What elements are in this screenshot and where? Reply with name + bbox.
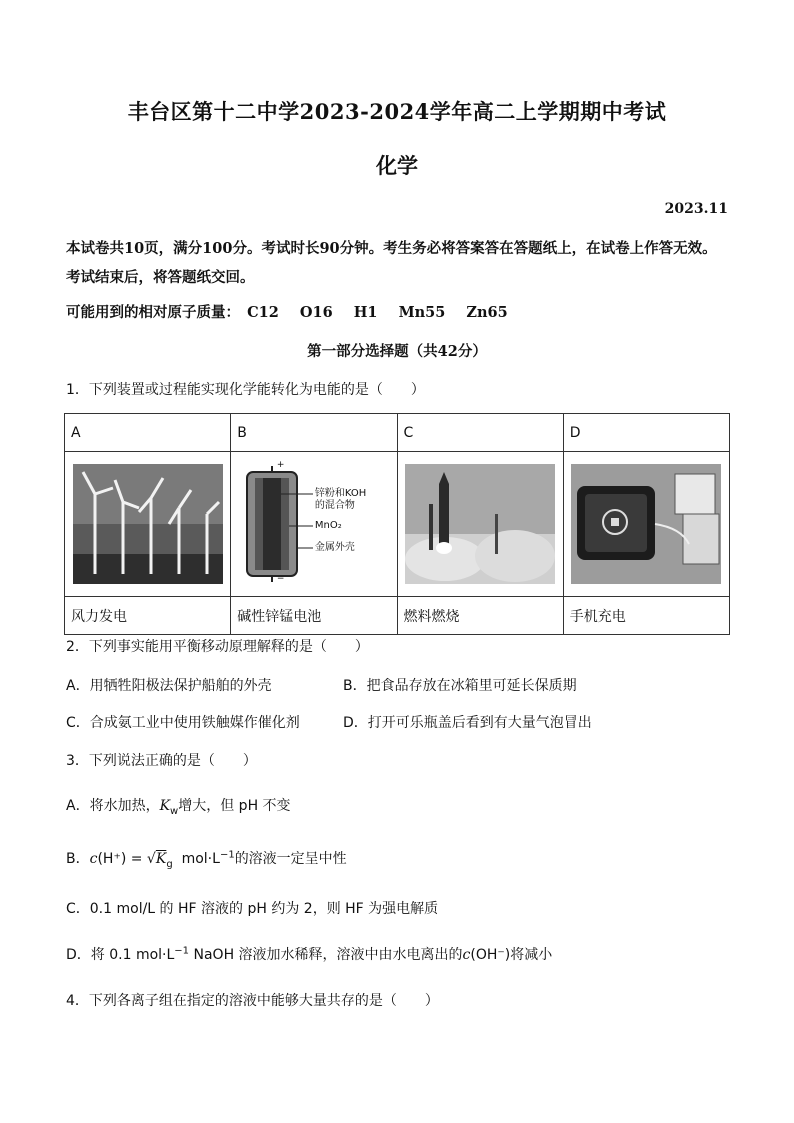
battery-minus-label: − [276,574,285,584]
k-symbol: K [155,851,167,867]
q1-stem: 1．下列装置或过程能实现化学能转化为电能的是（ ） [66,382,425,398]
wind-turbine-icon [73,464,223,584]
q3-option-c: C．0.1 mol/L 的 HF 溶液的 pH 约为 2，则 HF 为强电解质 [66,901,439,917]
q1-options-table [64,413,730,635]
concentration-symbol: c [462,947,471,963]
mass-item: H1 [353,304,378,321]
exam-notice: 本试卷共10页，满分100分。考试时长90分钟。考生务必将答案答在答题纸上，在试卷上作答无效。考试结束后，将答题纸交回。 [66,240,717,286]
q1-option-caption: 手机充电 [563,597,729,635]
k-subscript: g [166,858,173,870]
unit-superscript: −1 [174,945,190,957]
q1-option-letter: A [65,414,231,452]
mass-item: Mn55 [398,304,446,321]
q3-stem: 3．下列说法正确的是（ ） [66,753,257,769]
mass-item: Zn65 [466,304,508,321]
q4-stem: 4．下列各离子组在指定的溶液中能够大量共存的是（ ） [66,993,439,1009]
unit-text: mol·L [181,851,220,867]
exam-title: 丰台区第十二中学2023-2024学年高二上学期期中考试 [127,99,667,124]
q1-option-image-a [65,452,231,597]
q3-option-a-text-end: 增大，但 pH 不变 [178,798,291,814]
rocket-launch-icon [405,464,555,584]
mass-item: O16 [299,304,333,321]
q3-option-d-text-mid: NaOH 溶液加水稀释，溶液中由水电离出的 [189,947,463,963]
q3-option-b-text: B． [66,851,90,867]
battery-plus-label: + [276,460,285,470]
battery-label-mno2: MnO₂ [314,520,342,531]
battery-icon [239,460,389,584]
atomic-masses-label: 可能用到的相对原子质量： [66,304,240,321]
battery-label-zinc: 锌粉和KOH [314,488,367,499]
hydroxide-ion-expr: (OH⁻) [470,947,511,963]
exam-subject: 化学 [376,153,418,178]
q3-option-b [66,848,347,870]
exam-date: 2023.11 [664,201,728,217]
section-title: 第一部分选择题（共42分） [307,343,487,360]
q2-option-b: B．把食品存放在冰箱里可延长保质期 [343,678,577,694]
q1-option-caption: 燃料燃烧 [397,597,563,635]
q3-option-a-text: A．将水加热， [66,798,160,814]
q1-option-image-b [231,452,397,597]
q1-option-image-d [563,452,729,597]
q2-option-a: A．用牺牲阳极法保护船舶的外壳 [66,678,272,694]
phone-charging-icon [571,464,721,584]
unit-superscript: −1 [219,849,235,861]
q3-option-d-text: D．将 0.1 mol·L [66,947,175,963]
mass-item: C12 [247,304,279,321]
q3-option-b-text-end: 的溶液一定呈中性 [234,851,347,867]
atomic-masses [66,301,524,322]
hydrogen-ion-expr: (H⁺) = √ [97,851,156,867]
battery-label-mixture: 的混合物 [314,500,355,511]
q1-option-letter: C [397,414,563,452]
q2-stem: 2．下列事实能用平衡移动原理解释的是（ ） [66,639,369,655]
q3-option-d-text-end: 将减小 [510,947,553,963]
kw-subscript: w [170,805,179,817]
q3-option-a [66,795,291,817]
battery-label-shell: 金属外壳 [314,542,355,553]
concentration-symbol: c [89,851,98,867]
q2-option-c: C．合成氨工业中使用铁触媒作催化剂 [66,715,300,731]
q1-option-image-c [397,452,563,597]
q1-option-caption: 风力发电 [65,597,231,635]
q1-option-letter: D [563,414,729,452]
q1-option-caption: 碱性锌锰电池 [231,597,397,635]
q3-option-d [66,944,552,964]
q2-option-d: D．打开可乐瓶盖后看到有大量气泡冒出 [343,715,592,731]
q1-option-letter: B [231,414,397,452]
kw-symbol: K [159,798,171,814]
